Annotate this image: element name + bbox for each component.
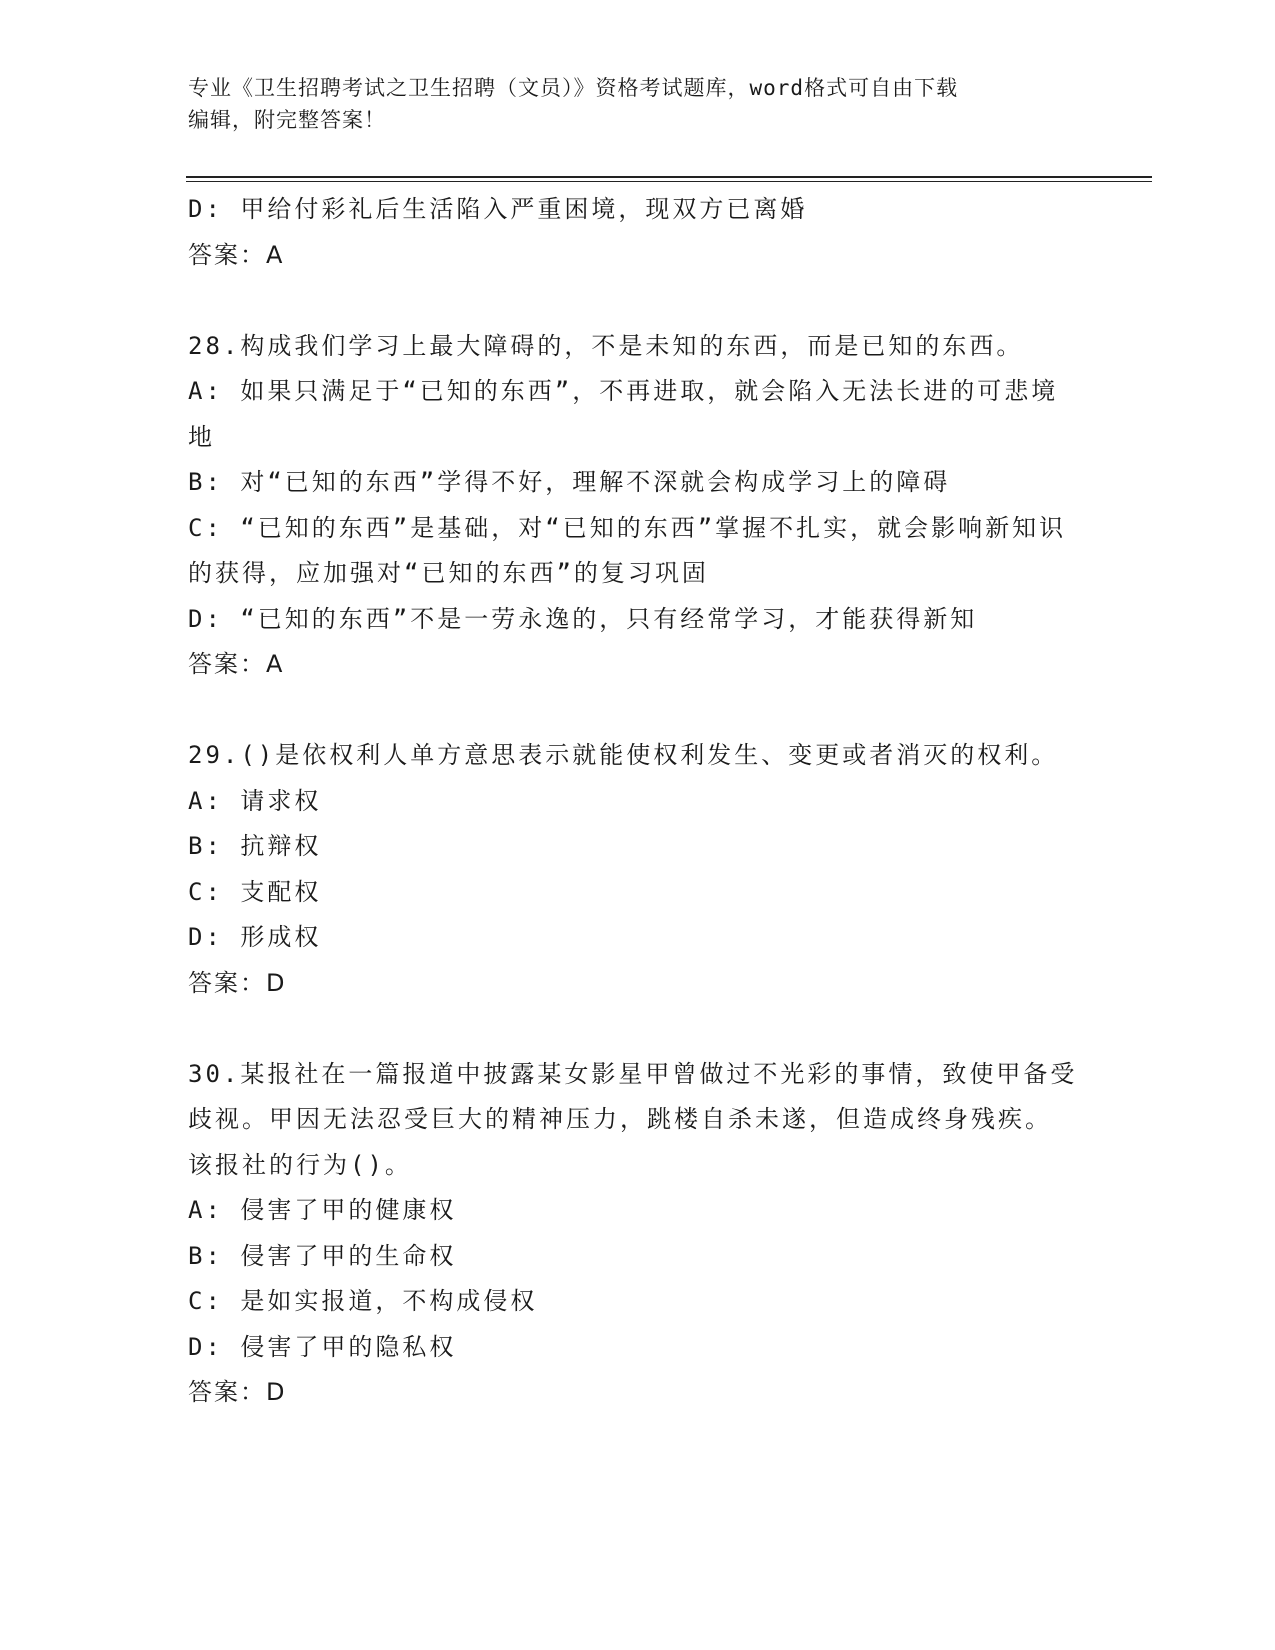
option-c: C: 是如实报道，不构成侵权 — [188, 1287, 538, 1315]
answer-line: 答案：A — [188, 240, 285, 269]
option-b: B: 抗辩权 — [188, 832, 322, 860]
option-d: D: 形成权 — [188, 923, 322, 951]
header-divider — [186, 176, 1152, 178]
question-stem: 30.某报社在一篇报道中披露某女影星甲曾做过不光彩的事情，致使甲备受歧视。甲因无法忍受巨大的精神压力，跳楼自杀未遂，但造成终身残疾。该报社的行为()。 — [188, 1059, 1078, 1179]
header-divider-thin — [186, 181, 1152, 182]
option-d: D: 侵害了甲的隐私权 — [188, 1332, 457, 1361]
question-list — [188, 187, 1078, 1416]
question-28 — [188, 324, 1078, 688]
answer-line: 答案：A — [188, 650, 285, 678]
answer-line: 答案：D — [188, 968, 287, 997]
question-stem: 28.构成我们学习上最大障碍的，不是未知的东西，而是已知的东西。 — [188, 331, 1024, 360]
option-a: A: 请求权 — [188, 786, 322, 815]
option-c: C: 支配权 — [188, 877, 322, 906]
question-30 — [188, 1052, 1078, 1416]
question-29 — [188, 733, 1078, 1006]
header-line-1: 专业《卫生招聘考试之卫生招聘（文员）》资格考试题库，word格式可自由下载 — [188, 76, 959, 100]
page-header — [188, 72, 1088, 136]
option-c: C: “已知的东西”是基础，对“已知的东西”掌握不扎实，就会影响新知识的获得，应加强对“已知的东西”的复习巩固 — [188, 513, 1067, 587]
option-d: D: “已知的东西”不是一劳永逸的，只有经常学习，才能获得新知 — [188, 604, 978, 633]
option-a: A: 如果只满足于“已知的东西”，不再进取，就会陷入无法长进的可悲境地 — [188, 377, 1059, 451]
answer-line: 答案：D — [188, 1378, 287, 1406]
option-a: A: 侵害了甲的健康权 — [188, 1196, 457, 1224]
question-stem: 29.()是依权利人单方意思表示就能使权利发生、变更或者消灭的权利。 — [188, 741, 1059, 769]
option-b: B: 对“已知的东西”学得不好，理解不深就会构成学习上的障碍 — [188, 468, 951, 496]
option-d: D: 甲给付彩礼后生活陷入严重困境，现双方已离婚 — [188, 195, 808, 223]
option-b: B: 侵害了甲的生命权 — [188, 1241, 457, 1270]
carryover-block — [188, 187, 1078, 278]
header-line-2: 编辑，附完整答案！ — [188, 108, 386, 132]
